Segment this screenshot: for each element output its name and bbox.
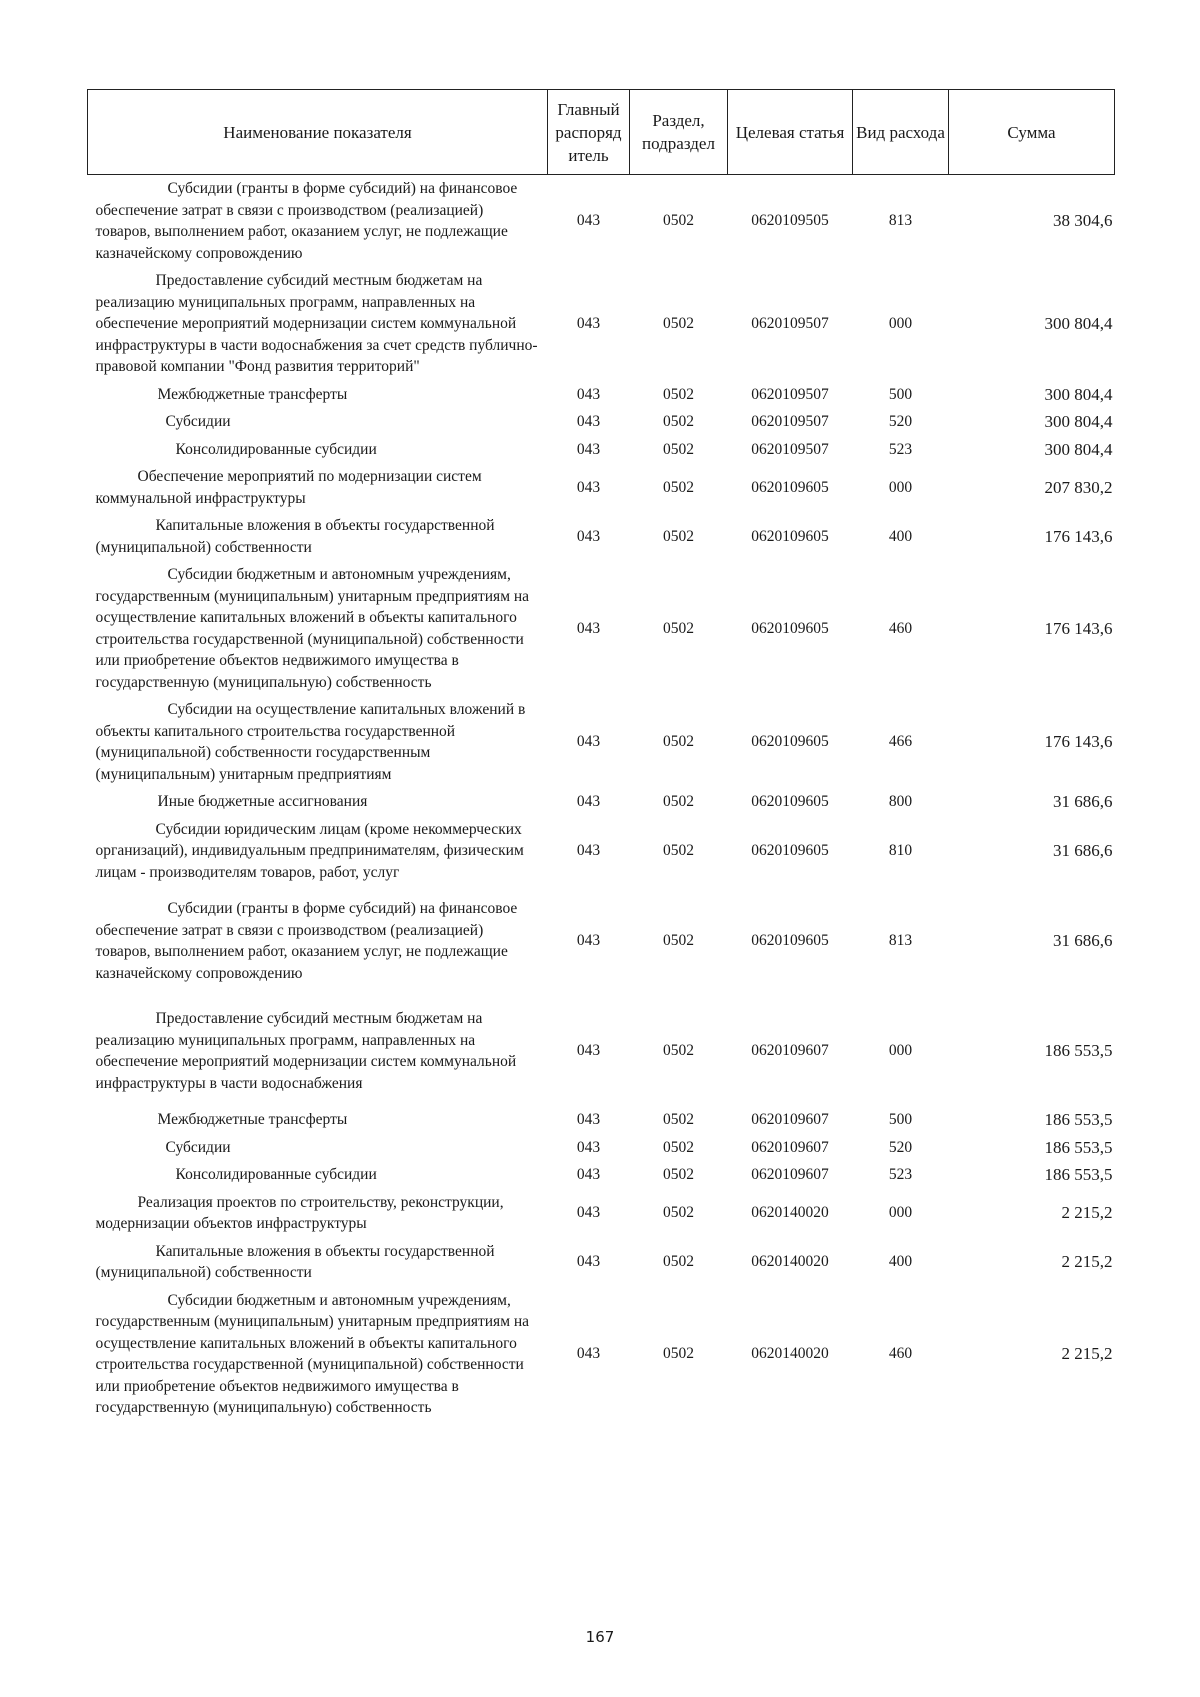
table-row — [88, 696, 1115, 788]
row-vid: 400 — [888, 1253, 913, 1271]
row-vid: 000 — [888, 1042, 913, 1060]
row-tselevaya: 0620109507 — [751, 413, 829, 430]
row-name: Субсидии — [165, 1138, 231, 1156]
row-razdel: 0502 — [663, 1138, 694, 1156]
row-tselevaya: 0620109605 — [751, 478, 829, 496]
row-name: Консолидированные субсидии — [175, 1166, 377, 1183]
row-summa: 186 553,5 — [1044, 1137, 1113, 1157]
row-razdel: 0502 — [663, 413, 694, 430]
row-vid: 813 — [888, 932, 913, 950]
header-tselevaya: Целевая статья — [728, 90, 853, 175]
table-row — [88, 1106, 1115, 1134]
table-row — [88, 512, 1115, 561]
row-vid: 500 — [888, 385, 913, 403]
row-tselevaya: 0620109507 — [751, 385, 829, 403]
row-summa: 207 830,2 — [1044, 477, 1113, 497]
row-razdel: 0502 — [663, 385, 694, 403]
table-row — [88, 1287, 1115, 1422]
row-name: Предоставление субсидий местным бюджетам на реализацию муниципальных программ, направленных на обеспечение мероприятий модернизации систем коммунальной инфраструктуры в части водоснабжения — [95, 1010, 517, 1092]
row-summa: 300 804,4 — [1044, 439, 1113, 459]
row-glav: 043 — [576, 478, 601, 496]
row-glav: 043 — [576, 733, 601, 751]
row-name: Обеспечение мероприятий по модернизации систем коммунальной инфраструктуры — [95, 468, 482, 507]
row-razdel: 0502 — [663, 478, 694, 496]
row-razdel: 0502 — [663, 1042, 694, 1060]
row-glav: 043 — [576, 619, 601, 637]
table-row — [88, 436, 1115, 464]
row-glav: 043 — [576, 932, 601, 950]
row-tselevaya: 0620109607 — [751, 1138, 829, 1156]
row-tselevaya: 0620140020 — [751, 1253, 829, 1271]
row-summa: 186 553,5 — [1044, 1110, 1113, 1129]
row-razdel: 0502 — [663, 1111, 694, 1128]
row-summa: 38 304,6 — [1053, 211, 1113, 231]
row-name: Субсидии — [165, 413, 231, 430]
row-summa: 186 553,5 — [1044, 1041, 1113, 1061]
row-vid: 000 — [888, 315, 913, 332]
table-row — [88, 175, 1115, 268]
table-row — [88, 1238, 1115, 1287]
row-vid: 520 — [888, 1138, 913, 1156]
table-row — [88, 1189, 1115, 1238]
row-vid: 500 — [888, 1111, 913, 1128]
row-glav: 043 — [576, 1042, 601, 1060]
row-glav: 043 — [576, 842, 601, 859]
row-vid: 000 — [888, 478, 913, 496]
table-row — [88, 463, 1115, 512]
row-name: Реализация проектов по строительству, реконструкции, модернизации объектов инфраструктуры — [95, 1193, 504, 1232]
table-row — [88, 1161, 1115, 1189]
row-glav: 043 — [576, 212, 601, 230]
table-row — [88, 561, 1115, 696]
row-name: Консолидированные субсидии — [175, 440, 377, 458]
table-row — [88, 816, 1115, 887]
row-summa: 2 215,2 — [1061, 1252, 1113, 1272]
row-vid: 460 — [888, 1345, 913, 1363]
row-name: Субсидии юридическим лицам (кроме некоммерческих организаций), индивидуальным предпринимателям, физическим лицам - производителям товаров, работ, услуг — [95, 820, 524, 881]
header-name: Наименование показателя — [88, 90, 548, 175]
row-summa: 2 215,2 — [1061, 1344, 1113, 1364]
table-row — [88, 886, 1115, 996]
row-razdel: 0502 — [663, 527, 694, 545]
table-body — [88, 175, 1115, 1422]
table-header — [88, 90, 1115, 175]
row-summa: 300 804,4 — [1044, 384, 1113, 404]
row-name: Субсидии бюджетным и автономным учреждениям, государственным (муниципальным) унитарным предприятиям на осуществление капитальных вложений в объекты капитального строительства государственной (муниципальной) собственности или приобретение объектов недвижимого имущества в государственную (муниципальную) собственность — [95, 1291, 530, 1416]
row-glav: 043 — [576, 1345, 601, 1363]
row-tselevaya: 0620140020 — [751, 1345, 829, 1363]
row-vid: 466 — [888, 733, 913, 751]
row-razdel: 0502 — [663, 315, 694, 332]
row-tselevaya: 0620109607 — [751, 1166, 829, 1183]
row-razdel: 0502 — [663, 1166, 694, 1183]
header-summa: Сумма — [949, 90, 1115, 175]
row-summa: 186 553,5 — [1044, 1165, 1113, 1184]
row-summa: 31 686,6 — [1053, 841, 1113, 860]
row-tselevaya: 0620109607 — [751, 1111, 829, 1128]
row-summa: 31 686,6 — [1053, 792, 1113, 811]
row-name: Субсидии (гранты в форме субсидий) на финансовое обеспечение затрат в связи с производством (реализацией) товаров, выполнением работ, оказанием услуг, не подлежащие казначейскому сопровождению — [95, 900, 518, 982]
row-glav: 043 — [576, 413, 601, 430]
row-glav: 043 — [576, 1253, 601, 1271]
row-name: Предоставление субсидий местным бюджетам на реализацию муниципальных программ, направленных на обеспечение мероприятий модернизации систем коммунальной инфраструктуры в части водоснабжения за счет средств публично-правовой компании "Фонд развития территорий" — [95, 272, 538, 375]
row-vid: 523 — [888, 440, 913, 458]
row-name: Межбюджетные трансферты — [157, 385, 348, 403]
row-vid: 813 — [888, 212, 913, 230]
row-vid: 800 — [888, 793, 913, 810]
row-name: Субсидии на осуществление капитальных вложений в объекты капитального строительства государственной (муниципальной) собственности государственным (муниципальным) унитарным предприятиям — [95, 701, 526, 783]
row-glav: 043 — [576, 1111, 601, 1128]
table-row — [88, 381, 1115, 409]
row-glav: 043 — [576, 793, 601, 810]
row-tselevaya: 0620109605 — [751, 733, 829, 751]
row-summa: 176 143,6 — [1044, 732, 1113, 752]
row-tselevaya: 0620109605 — [751, 842, 829, 859]
row-glav: 043 — [576, 1138, 601, 1156]
table-row — [88, 996, 1115, 1106]
row-tselevaya: 0620109507 — [751, 440, 829, 458]
budget-table — [87, 89, 1115, 1422]
row-glav: 043 — [576, 527, 601, 545]
row-tselevaya: 0620109607 — [751, 1042, 829, 1060]
row-glav: 043 — [576, 1166, 601, 1183]
page-number: 167 — [585, 1628, 615, 1646]
row-razdel: 0502 — [663, 733, 694, 751]
table-row — [88, 1134, 1115, 1162]
row-summa: 31 686,6 — [1053, 931, 1113, 951]
row-tselevaya: 0620109505 — [751, 212, 829, 230]
row-glav: 043 — [576, 1204, 601, 1222]
row-razdel: 0502 — [663, 619, 694, 637]
row-glav: 043 — [576, 385, 601, 403]
table-row — [88, 788, 1115, 816]
row-name: Субсидии бюджетным и автономным учреждениям, государственным (муниципальным) унитарным предприятиям на осуществление капитальных вложений в объекты капитального строительства государственной (муниципальной) собственности или приобретение объектов недвижимого имущества в государственную (муниципальную) собственность — [95, 566, 530, 691]
row-tselevaya: 0620140020 — [751, 1204, 829, 1222]
row-razdel: 0502 — [663, 932, 694, 950]
row-razdel: 0502 — [663, 1253, 694, 1271]
row-tselevaya: 0620109605 — [751, 619, 829, 637]
row-summa: 176 143,6 — [1044, 618, 1113, 638]
header-razdel: Раздел, подраздел — [630, 90, 728, 175]
row-name: Иные бюджетные ассигнования — [157, 793, 368, 810]
row-glav: 043 — [576, 440, 601, 458]
row-razdel: 0502 — [663, 793, 694, 810]
row-name: Межбюджетные трансферты — [157, 1111, 348, 1128]
row-summa: 300 804,4 — [1044, 412, 1113, 431]
row-name: Субсидии (гранты в форме субсидий) на финансовое обеспечение затрат в связи с производством (реализацией) товаров, выполнением работ, оказанием услуг, не подлежащие казначейскому сопровождению — [95, 180, 518, 262]
table-row — [88, 408, 1115, 436]
row-razdel: 0502 — [663, 440, 694, 458]
row-glav: 043 — [576, 315, 601, 332]
row-vid: 520 — [888, 413, 913, 430]
row-name: Капитальные вложения в объекты государственной (муниципальной) собственности — [95, 517, 495, 556]
row-vid: 523 — [888, 1166, 913, 1183]
row-tselevaya: 0620109605 — [751, 932, 829, 950]
row-vid: 400 — [888, 527, 913, 545]
row-name: Капитальные вложения в объекты государственной (муниципальной) собственности — [95, 1242, 495, 1281]
row-razdel: 0502 — [663, 842, 694, 859]
row-tselevaya: 0620109605 — [751, 793, 829, 810]
row-summa: 2 215,2 — [1061, 1203, 1113, 1223]
row-tselevaya: 0620109507 — [751, 315, 829, 332]
row-razdel: 0502 — [663, 1345, 694, 1363]
header-glav: Главный распоряд итель — [548, 90, 630, 175]
table-row — [88, 267, 1115, 381]
row-summa: 300 804,4 — [1044, 314, 1113, 333]
row-razdel: 0502 — [663, 212, 694, 230]
row-summa: 176 143,6 — [1044, 526, 1113, 546]
row-vid: 810 — [888, 842, 913, 859]
header-vid: Вид расхода — [853, 90, 949, 175]
row-vid: 460 — [888, 619, 913, 637]
row-tselevaya: 0620109605 — [751, 527, 829, 545]
row-vid: 000 — [888, 1204, 913, 1222]
row-razdel: 0502 — [663, 1204, 694, 1222]
